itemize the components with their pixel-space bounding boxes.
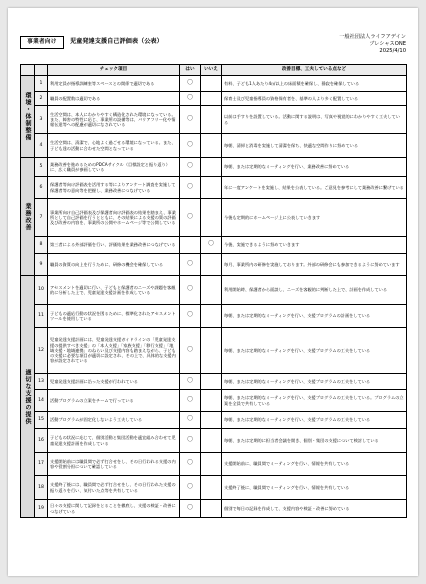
item-number: 11 [38, 313, 44, 319]
item-number: 13 [38, 378, 44, 384]
table-row [21, 76, 407, 92]
check-item-text: 支援終了後には、職員間で必ず打合せをし、その日行われた支援の振り返りを行い、気付いた点等を共有している [50, 482, 176, 493]
check-item-text-cell [48, 476, 180, 500]
item-number-cell [35, 453, 48, 476]
document-date: 2025/4/10 [379, 48, 406, 54]
check-item-text: 保護者等向け評価表を活用する等によりアンケート調査を実施して保護者等の意向等を把握し、業務改善につなげている [50, 182, 176, 193]
organization-name: 一般社団法人ライフアデイン [339, 34, 406, 40]
item-number: 12 [38, 347, 44, 353]
check-item-text: 活動プログラムが固定化しないよう工夫している [50, 417, 143, 423]
organization-block [339, 34, 406, 55]
check-item-text-cell [48, 134, 180, 158]
improvement-note: 毎月、事業所内の研修を実施しております。外部の研修会にも参加できるように努めています [224, 261, 400, 267]
answer-yes: 〇 [187, 504, 193, 511]
item-number: 10 [38, 287, 44, 293]
item-number: 8 [39, 242, 43, 248]
column-header-category [21, 65, 35, 76]
table-header-row [21, 65, 407, 76]
check-item-text-cell [48, 106, 180, 134]
table-row [21, 374, 407, 390]
check-item-text: 職員の配置数は適切である [50, 95, 101, 101]
table-row [21, 134, 407, 158]
improvement-note-cell [222, 158, 407, 177]
answer-no-cell [201, 254, 222, 276]
improvement-note-cell [222, 500, 407, 518]
answer-no-cell [201, 328, 222, 374]
check-item-text-cell [48, 237, 180, 254]
improvement-note-cell [222, 254, 407, 276]
answer-yes-cell [180, 429, 201, 453]
item-number: 19 [38, 505, 44, 511]
section-category: 業務改善 [21, 158, 35, 276]
answer-yes: 〇 [187, 260, 193, 267]
answer-yes: 〇 [187, 396, 193, 403]
table-row [21, 476, 407, 500]
answer-no-cell [201, 134, 222, 158]
check-item-text-cell [48, 76, 180, 92]
check-item-text: 子どもの状況に応じて、個別活動と集団活動を適宜組み合わせて児童発達支援計画を作成している [50, 435, 176, 446]
check-item-text-cell [48, 374, 180, 390]
answer-yes-cell [180, 390, 201, 412]
answer-no-cell [201, 237, 222, 254]
improvement-note: 毎朝、または定期的なミーティングを行い、支援プログラムの工夫をしている [224, 378, 371, 384]
check-item-text-cell [48, 254, 180, 276]
improvement-note: 支援開始前に、職員間でミーティングを行い、情報を共有している [224, 461, 350, 467]
answer-yes: 〇 [187, 436, 193, 443]
check-item-text-cell [48, 328, 180, 374]
answer-yes-cell [180, 276, 201, 305]
item-number: 3 [39, 116, 43, 122]
table-row [21, 254, 407, 276]
answer-no: 〇 [208, 241, 214, 248]
check-item-text: アセスメントを適切に行い、子どもと保護者のニーズや課題を客観的に分析した上で、児童発達支援計画を作成している [50, 284, 176, 295]
check-item-text-cell [48, 199, 180, 237]
improvement-note-cell [222, 374, 407, 390]
answer-yes-cell [180, 500, 201, 518]
check-item-text: 第三者による外部評価を行い、評価結果を業務改善につなげている [50, 242, 176, 248]
item-number-cell [35, 412, 48, 429]
table-row [21, 106, 407, 134]
item-number-cell [35, 305, 48, 328]
table-row [21, 412, 407, 429]
check-item-text-cell [48, 92, 180, 106]
answer-yes: 〇 [187, 115, 193, 122]
answer-yes: 〇 [187, 286, 193, 293]
improvement-note: 今後、実施できるように努めていきます [224, 242, 300, 248]
item-number: 7 [39, 214, 43, 220]
check-item-text: 子どもの適応行動の状況を図るために、標準化されたアセスメントツールを使用している [50, 310, 176, 321]
check-item-text: 事業所向け自己評価表及び保護者向け評価表の結果を踏まえ、事業所として自己評価を行うとともに、その結果による支援の質の評価及び改善の内容を、事業所の公開やホームページ等で公開している [50, 209, 176, 226]
answer-no-cell [201, 412, 222, 429]
answer-yes-cell [180, 92, 201, 106]
item-number-cell [35, 500, 48, 518]
improvement-note-cell [222, 390, 407, 412]
improvement-note: 以前は手すりを設置している。活動に関する説明は、写真や視覚的にわかりやすく工夫している [224, 114, 400, 125]
item-number: 15 [38, 417, 44, 423]
answer-yes-cell [180, 158, 201, 177]
answer-yes-cell [180, 305, 201, 328]
table-row [21, 328, 407, 374]
answer-yes: 〇 [187, 94, 193, 101]
improvement-note-cell [222, 453, 407, 476]
improvement-note-cell [222, 92, 407, 106]
improvement-note: 毎朝、または定期的なミーティングを行い、支援プログラムの工夫をしている。プログラムの立案を全員で共有している [224, 395, 404, 406]
answer-no-cell [201, 453, 222, 476]
improvement-note-cell [222, 429, 407, 453]
answer-yes: 〇 [187, 213, 193, 220]
check-item-text: 利用定員が指導訓練室等スペースとの関係で適切である [50, 80, 155, 86]
answer-yes-cell [180, 76, 201, 92]
answer-yes: 〇 [187, 183, 193, 190]
check-item-text-cell [48, 429, 180, 453]
column-header-no: いいえ [201, 65, 222, 76]
column-header-check-item: チェック項目 [48, 65, 180, 76]
item-number: 5 [39, 164, 43, 170]
answer-no-cell [201, 177, 222, 199]
table-row [21, 429, 407, 453]
answer-yes-cell [180, 412, 201, 429]
improvement-note: 今後も定期的にホームページ上に公表していきます [224, 214, 321, 220]
answer-no-cell [201, 476, 222, 500]
answer-no-cell [201, 429, 222, 453]
item-number: 17 [38, 461, 44, 467]
item-number-cell [35, 134, 48, 158]
item-number-cell [35, 92, 48, 106]
improvement-note: 年に一度アンケートを実施し、結果を公表している。ご意見を参考にして業務改善に繋げている [224, 184, 404, 190]
check-item-text: 職員の資質の向上を行うために、研修の機会を確保している [50, 261, 164, 267]
item-number-cell [35, 276, 48, 305]
item-number-cell [35, 390, 48, 412]
check-item-text-cell [48, 412, 180, 429]
improvement-note: 支援終了後に、職員間でミーティングを行い、情報を共有している [224, 484, 350, 490]
improvement-note-cell [222, 177, 407, 199]
answer-yes: 〇 [187, 377, 193, 384]
document-title: 児童発達支援自己評価表（公表） [70, 38, 163, 45]
table-row [21, 500, 407, 518]
table-row [21, 453, 407, 476]
improvement-note: 毎朝、または定期的なミーティングを行い、支援プログラムの計画をしている [224, 313, 371, 319]
answer-no-cell [201, 276, 222, 305]
check-item-text: 支援開始前には職員間で必ず打合せをし、その日行われる支援の内容や役割分担について確認している [50, 458, 176, 469]
answer-yes-cell [180, 134, 201, 158]
improvement-note: 利用開始時、保護者から面談し、ニーズを客観的に判断した上で、計画を作成している [224, 287, 388, 293]
item-number: 6 [39, 184, 43, 190]
answer-yes: 〇 [187, 483, 193, 490]
answer-yes: 〇 [187, 346, 193, 353]
improvement-note-cell [222, 237, 407, 254]
table-row [21, 390, 407, 412]
table-row [21, 305, 407, 328]
document-page [8, 8, 418, 576]
column-header-yes: はい [180, 65, 201, 76]
answer-no-cell [201, 76, 222, 92]
check-item-text-cell [48, 177, 180, 199]
improvement-note-cell [222, 305, 407, 328]
check-item-text-cell [48, 390, 180, 412]
item-number-cell [35, 199, 48, 237]
improvement-note: 保育士及び児童指導員の資格保有者を、基準の人より多く配置している [224, 95, 359, 101]
item-number-cell [35, 237, 48, 254]
item-number: 1 [39, 80, 43, 86]
improvement-note-cell [222, 106, 407, 134]
improvement-note-cell [222, 276, 407, 305]
improvement-note-cell [222, 476, 407, 500]
answer-yes-cell [180, 453, 201, 476]
section-category: 適切な支援の提供 [21, 276, 35, 518]
table-row [21, 177, 407, 199]
section-category: 環境・体制整備 [21, 76, 35, 158]
column-header-improvement: 改善目標、工夫している点など [222, 65, 407, 76]
table-row [21, 276, 407, 305]
improvement-note: 毎朝、または定期的なミーティングを行い、支援プログラムの工夫をしている [224, 417, 371, 423]
improvement-note-cell [222, 134, 407, 158]
item-number-cell [35, 177, 48, 199]
item-number-cell [35, 254, 48, 276]
answer-yes: 〇 [187, 460, 193, 467]
item-number-cell [35, 106, 48, 134]
audience-badge: 事業者向け [20, 36, 64, 49]
item-number: 16 [38, 437, 44, 443]
answer-no-cell [201, 374, 222, 390]
answer-yes: 〇 [187, 141, 193, 148]
facility-name: ブレシャスONE [369, 41, 406, 47]
table-row [21, 199, 407, 237]
check-item-text-cell [48, 276, 180, 305]
item-number-cell [35, 158, 48, 177]
improvement-note: 毎朝、または定期的なミーティングを行い、支援プログラムの工夫をしている [224, 347, 371, 353]
improvement-note-cell [222, 76, 407, 92]
answer-no-cell [201, 199, 222, 237]
improvement-note: 個別で毎日の記録を作成して、支援内容や検証・改善に努めている [224, 505, 350, 511]
check-item-text-cell [48, 305, 180, 328]
check-item-text: 生活空間は、清潔で、心地よく過ごせる環境になっている。また、子ども達の活動に合わせた空間となっている [50, 140, 176, 151]
answer-yes: 〇 [187, 79, 193, 86]
self-evaluation-table [20, 64, 407, 518]
table-row [21, 158, 407, 177]
item-number: 4 [39, 142, 43, 148]
answer-yes-cell [180, 328, 201, 374]
improvement-note: 毎朝、清掃と消毒を実施して清潔を保ち、快適な空間作りに努めている [224, 142, 359, 148]
answer-yes-cell [180, 476, 201, 500]
item-number-cell [35, 328, 48, 374]
check-item-text: 生活空間は、本人にわかりやすく構造化された環境になっている。また、障害の特性に応じ、事業所の設備等は、バリアフリー化や情報伝達等への配慮が適切になされている [50, 111, 176, 128]
check-item-text: 日々の支援に関して記録をとることを徹底し、支援の検証・改善につなげている [50, 503, 176, 514]
answer-no-cell [201, 92, 222, 106]
answer-no-cell [201, 390, 222, 412]
check-item-text: 児童発達支援計画には、児童発達支援ガイドラインの「児童発達支援の提供すべき支援」の「本人支援」「家族支援」「移行支援」「地域支援・地域連携」のねらい及び支援内容も踏まえながら、子どもの支援に必要な項目が適切に設定され、その上で、具体的な支援内容が設定されている [50, 337, 176, 364]
check-item-text: 児童発達支援計画に沿った支援が行われている [50, 378, 138, 384]
item-number: 14 [38, 397, 44, 403]
answer-yes-cell [180, 177, 201, 199]
improvement-note: 毎朝、または定期的なミーティングを行い、業務改善に努めている [224, 164, 350, 170]
item-number: 18 [38, 484, 44, 490]
answer-yes: 〇 [187, 163, 193, 170]
table-row [21, 92, 407, 106]
item-number-cell [35, 429, 48, 453]
answer-yes: 〇 [187, 416, 193, 423]
answer-yes-cell [180, 199, 201, 237]
answer-no-cell [201, 106, 222, 134]
item-number: 9 [39, 261, 43, 267]
item-number-cell [35, 374, 48, 390]
improvement-note-cell [222, 199, 407, 237]
improvement-note-cell [222, 412, 407, 429]
answer-yes-cell [180, 237, 201, 254]
item-number-cell [35, 76, 48, 92]
improvement-note: 毎朝、または定期的に担当者会議を開き、個別・集団の支援について検討している [224, 437, 379, 443]
item-number: 2 [39, 95, 43, 101]
column-header-number [35, 65, 48, 76]
answer-no-cell [201, 158, 222, 177]
answer-yes-cell [180, 106, 201, 134]
check-item-text-cell [48, 453, 180, 476]
answer-yes: 〇 [187, 312, 193, 319]
improvement-note-cell [222, 328, 407, 374]
check-item-text-cell [48, 500, 180, 518]
table-body [21, 76, 407, 518]
answer-no-cell [201, 305, 222, 328]
answer-no-cell [201, 500, 222, 518]
item-number-cell [35, 476, 48, 500]
improvement-note: 有料、子ども1人あたり4㎡以上の床面積を確保し、静寂を確保している [224, 80, 360, 86]
check-item-text: 活動プログラムの立案をチームで行っている [50, 397, 134, 403]
table-row [21, 237, 407, 254]
check-item-text-cell [48, 158, 180, 177]
answer-yes-cell [180, 374, 201, 390]
answer-yes-cell [180, 254, 201, 276]
check-item-text: 業務改善を進めるためのPDCAサイクル（目標設定と振り返り）に、広く職員が参画している [50, 161, 170, 172]
